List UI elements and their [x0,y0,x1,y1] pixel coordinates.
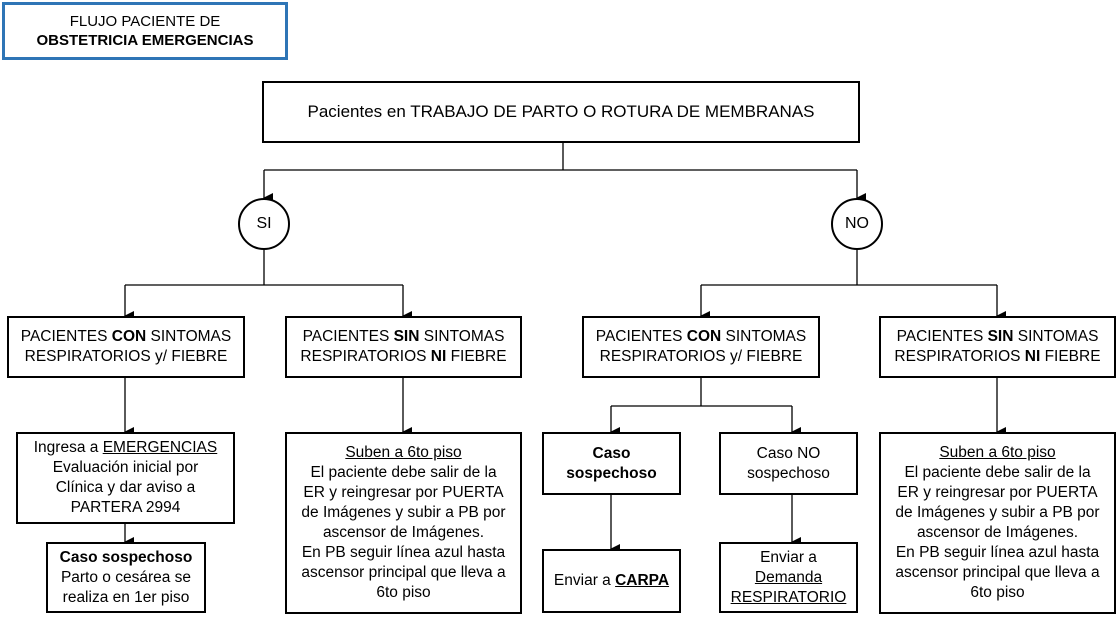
enviar-demanda-line1: Enviar a [760,548,817,566]
caso-sospechoso-no-node [542,432,681,495]
title-line1: FLUJO PACIENTE DE [69,13,221,30]
suben-l1: El paciente debe salir de la [904,464,1091,481]
suben-l7: 6to piso [970,584,1025,601]
title-line2: OBSTETRICIA EMERGENCIAS [36,32,254,49]
con-line2: RESPIRATORIOS y/ FIEBRE [599,348,803,365]
sin-pre: PACIENTES [896,328,988,345]
suben-l5: En PB seguir línea azul hasta [301,544,506,561]
sin-line2-post: FIEBRE [1040,348,1101,365]
no-sin-sintomas-node [879,316,1116,378]
caso-sospechoso-si-line3: realiza en 1er piso [62,588,190,606]
suben-l2: ER y reingresar por PUERTA [897,484,1098,501]
sin-line2-bold: NI [1024,348,1041,365]
suben-l7: 6to piso [376,584,431,601]
suben-title: Suben a 6to piso [345,444,462,461]
si-con-sintomas-node [7,316,245,378]
caso-sospechoso-si-line2: Parto o cesárea se [60,568,192,586]
ingresa-emergencias-text: EMERGENCIAS [102,439,218,456]
sin-pre: PACIENTES [302,328,394,345]
no-label: NO [845,215,869,232]
enviar-carpa-node [542,549,681,613]
ingresa-emergencias-node [16,432,235,524]
sin-post: SINTOMAS [1013,328,1099,345]
suben-l6: ascensor principal que lleva a [301,564,506,581]
suben-title: Suben a 6to piso [939,444,1056,461]
sin-bold: SIN [393,328,420,345]
con-post: SINTOMAS [146,328,232,345]
caso-no-sospechoso-line1: Caso NO [756,444,821,462]
sin-line2-pre: RESPIRATORIOS [894,348,1025,365]
enviar-demanda-line3: RESPIRATORIO [730,588,847,606]
suben-6to-piso-no-node [879,432,1116,614]
suben-l4: ascensor de Imágenes. [322,524,485,541]
root-label: Pacientes en TRABAJO DE PARTO O ROTURA DE MEMBRANAS [307,102,815,121]
caso-sospechoso-no-line1: Caso [592,444,631,462]
enviar-demanda-node [719,542,858,613]
caso-no-sospechoso-node [719,432,858,495]
ingresa-line3: Clínica y dar aviso a [55,479,196,496]
suben-l3: de Imágenes y subir a PB por [301,504,506,521]
caso-sospechoso-no-line2: sospechoso [566,464,657,482]
suben-6to-piso-si-node [285,432,522,614]
sin-bold: SIN [987,328,1014,345]
enviar-carpa-pre: Enviar a [553,572,616,589]
enviar-demanda-line2: Demanda [754,568,823,586]
con-line2: RESPIRATORIOS y/ FIEBRE [24,348,228,365]
si-node [238,198,290,250]
suben-l6: ascensor principal que lleva a [895,564,1100,581]
suben-l1: El paciente debe salir de la [310,464,497,481]
suben-l2: ER y reingresar por PUERTA [303,484,504,501]
ingresa-pre: Ingresa a [33,439,103,456]
diagram-title [2,2,288,60]
suben-l3: de Imágenes y subir a PB por [895,504,1100,521]
si-label: SI [256,215,272,232]
no-node [831,198,883,250]
con-post: SINTOMAS [721,328,807,345]
suben-l4: ascensor de Imágenes. [916,524,1079,541]
si-sin-sintomas-node [285,316,522,378]
sin-line2-post: FIEBRE [446,348,507,365]
sin-line2-bold: NI [430,348,447,365]
suben-l5: En PB seguir línea azul hasta [895,544,1100,561]
ingresa-line4: PARTERA 2994 [70,499,181,516]
carpa-text: CARPA [615,572,670,589]
sin-post: SINTOMAS [419,328,505,345]
sin-line2-pre: RESPIRATORIOS [300,348,431,365]
ingresa-line2: Evaluación inicial por [52,459,199,476]
root-node [262,81,860,143]
caso-sospechoso-si-node [46,542,206,613]
caso-no-sospechoso-line2: sospechoso [747,464,830,482]
no-con-sintomas-node [582,316,820,378]
con-bold: CON [111,328,147,345]
con-bold: CON [686,328,722,345]
con-pre: PACIENTES [595,328,687,345]
caso-sospechoso-si-title: Caso sospechoso [59,548,193,566]
con-pre: PACIENTES [20,328,112,345]
